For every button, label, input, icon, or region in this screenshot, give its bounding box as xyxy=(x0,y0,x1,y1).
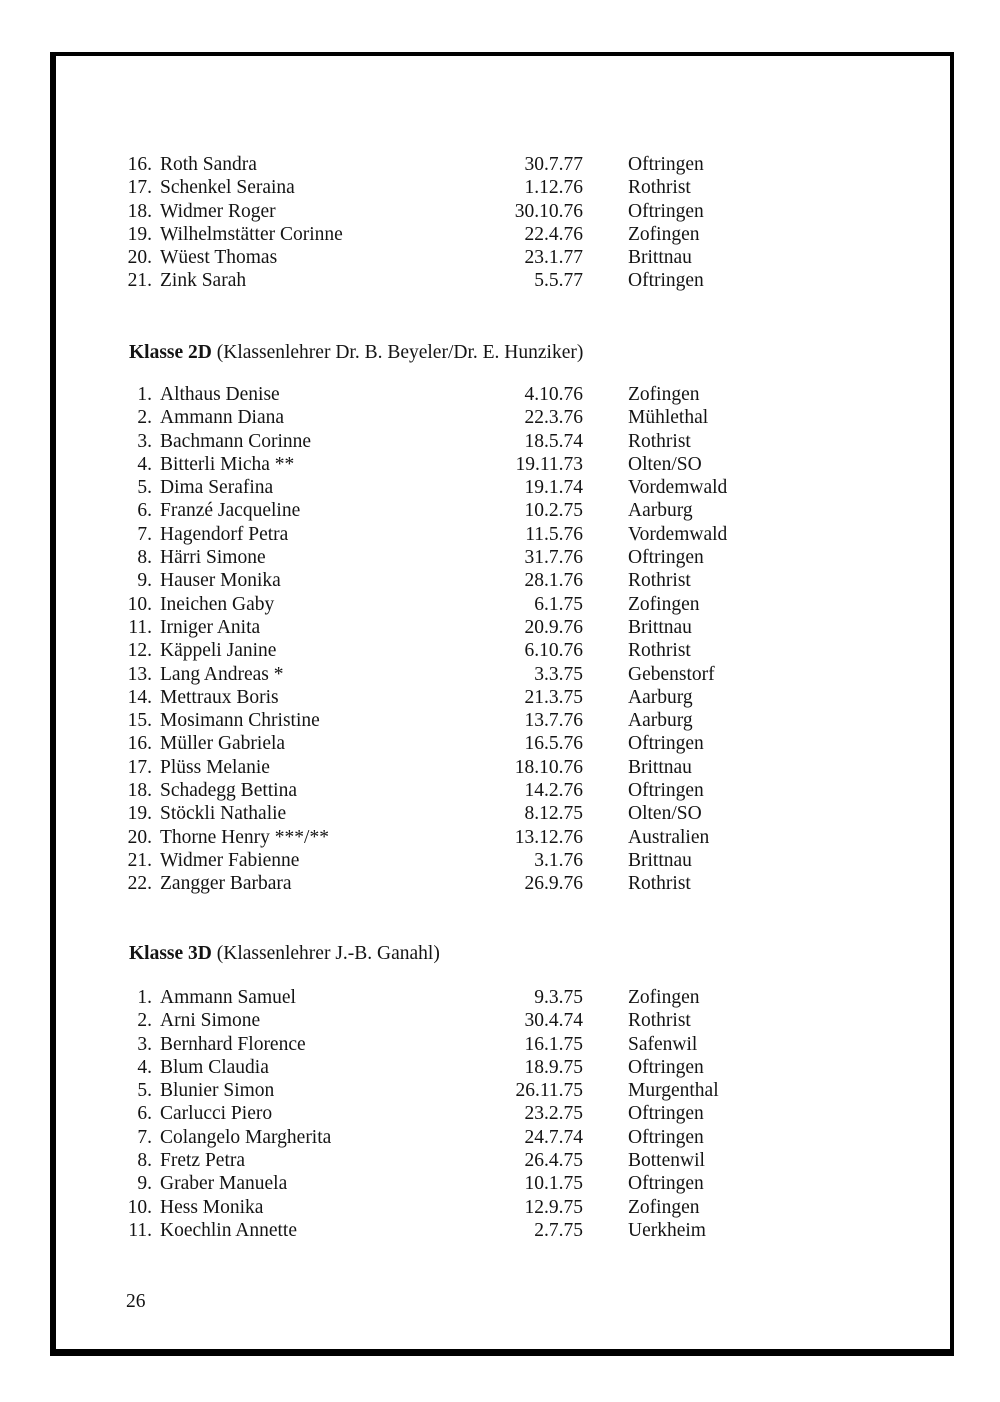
birth-date: 28.1.76 xyxy=(524,570,583,592)
student-row xyxy=(56,732,950,755)
student-number: 16. xyxy=(127,733,152,755)
birth-date: 22.4.76 xyxy=(524,223,583,245)
student-number: 16. xyxy=(127,154,152,175)
student-name: Stöckli Nathalie xyxy=(160,803,287,825)
student-row xyxy=(56,872,950,895)
hometown: Uerkheim xyxy=(628,1219,706,1241)
student-row xyxy=(56,1149,950,1172)
student-number: 9. xyxy=(137,570,152,592)
hometown: Rothrist xyxy=(628,873,691,895)
class-3d-title: Klasse 3D xyxy=(129,943,212,964)
student-row xyxy=(56,779,950,802)
hometown: Aarburg xyxy=(628,500,693,522)
student-row xyxy=(56,430,950,453)
hometown: Oftringen xyxy=(628,1056,704,1078)
student-number: 5. xyxy=(137,477,152,499)
student-row xyxy=(56,153,950,176)
birth-date: 3.1.76 xyxy=(534,849,583,871)
student-name: Hauser Monika xyxy=(160,570,281,592)
student-number: 3. xyxy=(137,430,152,452)
student-name: Hess Monika xyxy=(160,1196,264,1218)
student-name: Mettraux Boris xyxy=(160,686,279,708)
student-row xyxy=(56,1126,950,1149)
birth-date: 16.5.76 xyxy=(524,733,583,755)
student-row xyxy=(56,616,950,639)
student-name: Käppeli Janine xyxy=(160,640,277,662)
birth-date: 30.4.74 xyxy=(524,1010,583,1032)
hometown: Brittnau xyxy=(628,756,692,778)
student-name: Bachmann Corinne xyxy=(160,430,312,452)
birth-date: 8.12.75 xyxy=(524,803,583,825)
student-row xyxy=(56,986,950,1009)
page-number: 26 xyxy=(126,1291,146,1312)
hometown: Murgenthal xyxy=(628,1080,719,1102)
student-row xyxy=(56,383,950,406)
student-number: 19. xyxy=(127,803,152,825)
student-name: Koechlin Annette xyxy=(160,1219,298,1241)
hometown: Australien xyxy=(628,826,710,848)
hometown: Mühlethal xyxy=(628,407,709,429)
student-name: Plüss Melanie xyxy=(160,756,270,778)
student-row xyxy=(56,546,950,569)
hometown: Olten/SO xyxy=(628,803,702,825)
hometown: Zofingen xyxy=(628,1196,700,1218)
class-3d-teacher: (Klassenlehrer J.-B. Ganahl) xyxy=(211,943,440,964)
birth-date: 6.10.76 xyxy=(524,640,583,662)
hometown: Oftringen xyxy=(628,733,704,755)
birth-date: 19.11.73 xyxy=(515,453,583,475)
student-row xyxy=(56,849,950,872)
student-name: Arni Simone xyxy=(160,1010,261,1032)
student-number: 17. xyxy=(127,177,152,199)
student-name: Mosimann Christine xyxy=(160,710,320,732)
birth-date: 19.1.74 xyxy=(524,477,583,499)
birth-date: 18.9.75 xyxy=(524,1056,583,1078)
student-number: 21. xyxy=(127,270,152,292)
birth-date: 14.2.76 xyxy=(524,780,583,802)
hometown: Brittnau xyxy=(628,616,692,638)
document-page xyxy=(56,56,950,1349)
student-number: 14. xyxy=(127,686,152,708)
class-2d-student-list xyxy=(56,383,950,896)
student-name: Ammann Diana xyxy=(160,407,285,429)
birth-date: 18.10.76 xyxy=(514,756,583,778)
student-name: Franzé Jacqueline xyxy=(160,500,301,522)
student-number: 17. xyxy=(127,756,152,778)
student-row xyxy=(56,1102,950,1125)
hometown: Oftringen xyxy=(628,200,704,222)
student-name: Bitterli Micha ** xyxy=(160,453,295,475)
student-number: 1. xyxy=(137,384,152,405)
birth-date: 12.9.75 xyxy=(524,1196,583,1218)
class-3d-student-list xyxy=(56,986,950,1242)
birth-date: 20.9.76 xyxy=(524,616,583,638)
student-name: Zangger Barbara xyxy=(160,873,292,895)
student-name: Roth Sandra xyxy=(160,154,257,175)
hometown: Oftringen xyxy=(628,780,704,802)
student-name: Müller Gabriela xyxy=(160,733,286,755)
student-number: 18. xyxy=(127,200,152,222)
student-row xyxy=(56,223,950,246)
student-row xyxy=(56,246,950,269)
student-number: 22. xyxy=(127,873,152,895)
student-name: Blunier Simon xyxy=(160,1080,275,1102)
student-name: Dima Serafina xyxy=(160,477,274,499)
student-name: Wüest Thomas xyxy=(160,247,278,269)
birth-date: 30.10.76 xyxy=(514,200,583,222)
birth-date: 5.5.77 xyxy=(534,270,583,292)
student-number: 7. xyxy=(137,523,152,545)
student-list-continued xyxy=(56,153,950,293)
student-number: 10. xyxy=(127,593,152,615)
student-name: Bernhard Florence xyxy=(160,1033,306,1055)
student-row xyxy=(56,569,950,592)
student-number: 15. xyxy=(127,710,152,732)
student-row xyxy=(56,453,950,476)
birth-date: 3.3.75 xyxy=(534,663,583,685)
student-name: Althaus Denise xyxy=(160,384,280,405)
birth-date: 26.4.75 xyxy=(524,1150,583,1172)
student-row xyxy=(56,826,950,849)
hometown: Oftringen xyxy=(628,1126,704,1148)
student-name: Widmer Roger xyxy=(160,200,276,222)
student-row xyxy=(56,1196,950,1219)
student-row xyxy=(56,756,950,779)
student-number: 18. xyxy=(127,780,152,802)
hometown: Oftringen xyxy=(628,270,704,292)
student-number: 20. xyxy=(127,826,152,848)
class-2d-heading xyxy=(129,341,583,365)
student-name: Wilhelmstätter Corinne xyxy=(160,223,343,245)
student-number: 7. xyxy=(137,1126,152,1148)
hometown: Zofingen xyxy=(628,987,700,1008)
student-row xyxy=(56,1219,950,1242)
student-row xyxy=(56,709,950,732)
birth-date: 13.7.76 xyxy=(524,710,583,732)
hometown: Oftringen xyxy=(628,1173,704,1195)
birth-date: 23.1.77 xyxy=(524,247,583,269)
student-name: Schadegg Bettina xyxy=(160,780,298,802)
hometown: Vordemwald xyxy=(628,477,728,499)
hometown: Brittnau xyxy=(628,247,692,269)
student-number: 4. xyxy=(137,453,152,475)
student-row xyxy=(56,1079,950,1102)
class-2d-title: Klasse 2D xyxy=(129,342,212,363)
student-row xyxy=(56,176,950,199)
class-3d-heading xyxy=(129,942,440,966)
hometown: Oftringen xyxy=(628,154,704,175)
student-number: 5. xyxy=(137,1080,152,1102)
hometown: Brittnau xyxy=(628,849,692,871)
student-row xyxy=(56,593,950,616)
birth-date: 30.7.77 xyxy=(524,154,583,175)
student-number: 6. xyxy=(137,500,152,522)
hometown: Zofingen xyxy=(628,223,700,245)
student-name: Ineichen Gaby xyxy=(160,593,275,615)
student-number: 21. xyxy=(127,849,152,871)
hometown: Olten/SO xyxy=(628,453,702,475)
student-name: Irniger Anita xyxy=(160,616,261,638)
student-row xyxy=(56,1009,950,1032)
student-name: Thorne Henry ***/** xyxy=(160,826,329,848)
hometown: Aarburg xyxy=(628,710,693,732)
birth-date: 4.10.76 xyxy=(524,384,583,405)
hometown: Rothrist xyxy=(628,430,691,452)
student-row xyxy=(56,1033,950,1056)
birth-date: 13.12.76 xyxy=(514,826,583,848)
student-row xyxy=(56,523,950,546)
student-row xyxy=(56,406,950,429)
student-row xyxy=(56,802,950,825)
student-name: Zink Sarah xyxy=(160,270,247,292)
birth-date: 9.3.75 xyxy=(534,987,583,1008)
student-number: 9. xyxy=(137,1173,152,1195)
hometown: Bottenwil xyxy=(628,1150,705,1172)
birth-date: 22.3.76 xyxy=(524,407,583,429)
birth-date: 23.2.75 xyxy=(524,1103,583,1125)
hometown: Safenwil xyxy=(628,1033,698,1055)
birth-date: 10.2.75 xyxy=(524,500,583,522)
student-number: 8. xyxy=(137,547,152,569)
student-number: 4. xyxy=(137,1056,152,1078)
birth-date: 18.5.74 xyxy=(524,430,583,452)
student-number: 8. xyxy=(137,1150,152,1172)
hometown: Zofingen xyxy=(628,384,700,405)
birth-date: 26.9.76 xyxy=(524,873,583,895)
hometown: Oftringen xyxy=(628,547,704,569)
student-number: 12. xyxy=(127,640,152,662)
student-name: Ammann Samuel xyxy=(160,987,296,1008)
student-number: 20. xyxy=(127,247,152,269)
student-row xyxy=(56,1172,950,1195)
student-name: Carlucci Piero xyxy=(160,1103,273,1125)
student-number: 13. xyxy=(127,663,152,685)
student-row xyxy=(56,476,950,499)
student-row xyxy=(56,686,950,709)
student-row xyxy=(56,499,950,522)
birth-date: 11.5.76 xyxy=(525,523,583,545)
birth-date: 24.7.74 xyxy=(524,1126,583,1148)
student-number: 2. xyxy=(137,1010,152,1032)
student-number: 11. xyxy=(128,616,152,638)
hometown: Rothrist xyxy=(628,570,691,592)
student-row xyxy=(56,200,950,223)
class-2d-teacher: (Klassenlehrer Dr. B. Beyeler/Dr. E. Hunziker) xyxy=(211,342,584,363)
student-number: 2. xyxy=(137,407,152,429)
student-name: Colangelo Margherita xyxy=(160,1126,332,1148)
student-name: Graber Manuela xyxy=(160,1173,288,1195)
hometown: Rothrist xyxy=(628,177,691,199)
student-name: Fretz Petra xyxy=(160,1150,246,1172)
birth-date: 6.1.75 xyxy=(534,593,583,615)
student-name: Widmer Fabienne xyxy=(160,849,300,871)
hometown: Gebenstorf xyxy=(628,663,715,685)
hometown: Rothrist xyxy=(628,640,691,662)
birth-date: 21.3.75 xyxy=(524,686,583,708)
student-row xyxy=(56,639,950,662)
student-number: 10. xyxy=(127,1196,152,1218)
hometown: Oftringen xyxy=(628,1103,704,1125)
student-row xyxy=(56,269,950,292)
student-number: 3. xyxy=(137,1033,152,1055)
student-number: 6. xyxy=(137,1103,152,1125)
student-row xyxy=(56,1056,950,1079)
student-row xyxy=(56,663,950,686)
student-number: 19. xyxy=(127,223,152,245)
student-name: Blum Claudia xyxy=(160,1056,269,1078)
hometown: Zofingen xyxy=(628,593,700,615)
student-number: 1. xyxy=(137,987,152,1008)
student-name: Schenkel Seraina xyxy=(160,177,295,199)
birth-date: 10.1.75 xyxy=(524,1173,583,1195)
hometown: Vordemwald xyxy=(628,523,728,545)
student-name: Härri Simone xyxy=(160,547,266,569)
hometown: Rothrist xyxy=(628,1010,691,1032)
birth-date: 2.7.75 xyxy=(534,1219,583,1241)
birth-date: 31.7.76 xyxy=(524,547,583,569)
birth-date: 1.12.76 xyxy=(524,177,583,199)
birth-date: 26.11.75 xyxy=(515,1080,583,1102)
student-name: Hagendorf Petra xyxy=(160,523,289,545)
birth-date: 16.1.75 xyxy=(524,1033,583,1055)
student-name: Lang Andreas * xyxy=(160,663,284,685)
student-number: 11. xyxy=(128,1219,152,1241)
hometown: Aarburg xyxy=(628,686,693,708)
